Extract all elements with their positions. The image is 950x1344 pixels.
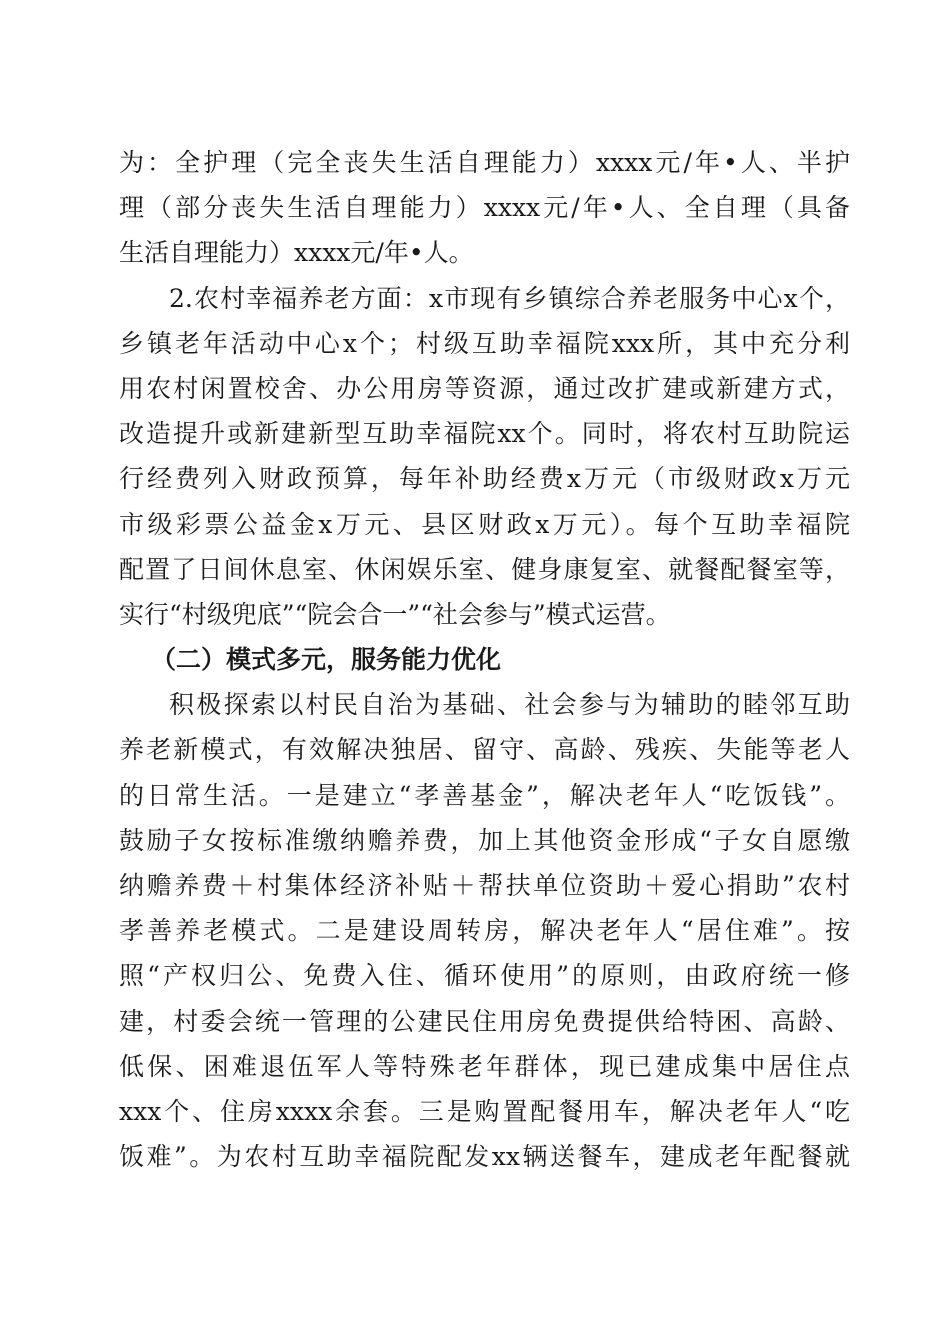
text-line: 照“产权归公、免费入住、循环使用”的原则，由政府统一修: [119, 961, 850, 991]
text-line: 鼓励子女按标准缴纳赡养费，加上其他资金形成“子女自愿缴: [119, 825, 850, 855]
text-line: 行经费列入财政预算，每年补助经费x万元（市级财政x万元: [119, 464, 850, 494]
text-line: 建，村委会统一管理的公建民住用房免费提供给特困、高龄、: [119, 1006, 850, 1036]
text-line: 养老新模式，有效解决独居、留守、高龄、残疾、失能等老人: [119, 735, 850, 765]
text-line: 用农村闲置校舍、办公用房等资源，通过改扩建或新建方式，: [119, 373, 850, 403]
text-line: 配置了日间休息室、休闲娱乐室、健身康复室、就餐配餐室等，: [119, 554, 850, 584]
text-line: 饭难”。为农村互助幸福院配发xx辆送餐车，建成老年配餐就: [119, 1142, 850, 1172]
text-line: 为：全护理（完全丧失生活自理能力）xxxx元/年•人、半护: [119, 148, 850, 177]
text-line: 理（部分丧失生活自理能力）xxxx元/年•人、全自理（具备: [119, 193, 850, 223]
text-line: xxx个、住房xxxx余套。三是购置配餐用车，解决老年人“吃: [119, 1096, 850, 1126]
text-line: 生活自理能力）xxxx元/年•人。: [119, 238, 474, 268]
text-line: 低保、困难退伍军人等特殊老年群体，现已建成集中居住点: [119, 1051, 850, 1081]
text-line: 积极探索以村民自治为基础、社会参与为辅助的睦邻互助: [169, 690, 850, 720]
text-line: 2.农村幸福养老方面：x市现有乡镇综合养老服务中心x个，: [169, 283, 850, 313]
text-line: 的日常生活。一是建立“孝善基金”，解决老年人“吃饭钱”。: [119, 780, 850, 810]
text-line: 实行“村级兜底”“院会合一”“社会参与”模式运营。: [119, 599, 671, 629]
text-line: 孝善养老模式。二是建设周转房，解决老年人“居住难”。按: [119, 916, 850, 946]
body-text: [119, 140, 850, 1179]
text-line: 纳赡养费＋村集体经济补贴＋帮扶单位资助＋爱心捐助”农村: [119, 871, 850, 900]
text-line: 乡镇老年活动中心x个；村级互助幸福院xxx所，其中充分利: [119, 328, 850, 358]
text-line: 市级彩票公益金x万元、县区财政x万元）。每个互助幸福院: [119, 509, 850, 539]
text-line: 改造提升或新建新型互助幸福院xx个。同时，将农村互助院运: [119, 419, 850, 449]
section-heading: （二）模式多元，服务能力优化: [151, 645, 502, 675]
